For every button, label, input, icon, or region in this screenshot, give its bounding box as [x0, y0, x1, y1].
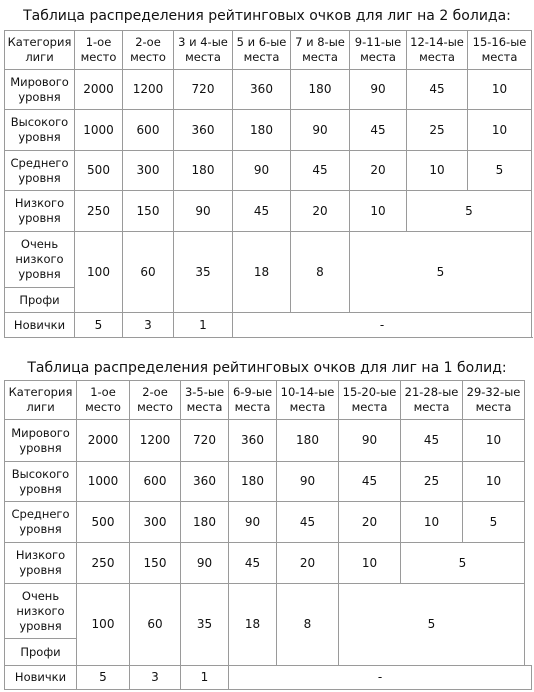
cell: 25 — [407, 110, 468, 151]
table-row — [5, 420, 532, 462]
cell: 5 — [407, 191, 532, 232]
cell: 180 — [277, 420, 339, 462]
cell: - — [233, 313, 532, 338]
header-place-10-14: 10-14-ые места — [277, 381, 339, 420]
header-place-29-32: 29-32-ые места — [463, 381, 525, 420]
cell: 8 — [277, 584, 339, 666]
cell: 5 — [468, 151, 532, 191]
header-place-9-11: 9-11-ые места — [350, 31, 407, 70]
cell: 1000 — [77, 462, 130, 502]
table2-header-row — [5, 381, 532, 420]
cell: 90 — [174, 191, 233, 232]
cell: 360 — [181, 462, 229, 502]
row-label-high: Высокого уровня — [5, 462, 77, 502]
row-label-medium: Среднего уровня — [5, 151, 75, 191]
cell: 600 — [130, 462, 181, 502]
cell: 180 — [233, 110, 291, 151]
cell: 45 — [229, 543, 277, 584]
header-place-12-14: 12-14-ые места — [407, 31, 468, 70]
row-label-world: Мирового уровня — [5, 70, 75, 110]
cell: 5 — [350, 232, 532, 313]
cell: 10 — [463, 420, 525, 462]
table-row — [5, 191, 532, 232]
table-row — [5, 70, 532, 110]
cell: 20 — [291, 191, 350, 232]
cell: 45 — [350, 110, 407, 151]
cell: 1 — [181, 666, 229, 690]
cell: 45 — [233, 191, 291, 232]
header-place-2: 2-ое место — [123, 31, 174, 70]
cell: 180 — [181, 502, 229, 543]
row-label-novice: Новички — [5, 313, 75, 338]
cell: 90 — [233, 151, 291, 191]
cell: 90 — [229, 502, 277, 543]
cell: 10 — [468, 70, 532, 110]
table-row — [5, 110, 532, 151]
cell: 8 — [291, 232, 350, 313]
header-place-7-8: 7 и 8-ые места — [291, 31, 350, 70]
cell: 90 — [350, 70, 407, 110]
cell: 300 — [123, 151, 174, 191]
row-label-world: Мирового уровня — [5, 420, 77, 462]
header-category: Категория лиги — [5, 31, 75, 70]
row-label-low: Низкого уровня — [5, 543, 77, 584]
cell: - — [229, 666, 532, 690]
table-row — [5, 151, 532, 191]
cell: 10 — [407, 151, 468, 191]
cell: 18 — [229, 584, 277, 666]
cell: 18 — [233, 232, 291, 313]
cell: 60 — [123, 232, 174, 313]
cell: 720 — [181, 420, 229, 462]
header-place-6-9: 6-9-ые места — [229, 381, 277, 420]
cell: 45 — [277, 502, 339, 543]
cell: 5 — [339, 584, 525, 666]
cell: 360 — [229, 420, 277, 462]
cell: 10 — [339, 543, 401, 584]
cell: 150 — [130, 543, 181, 584]
cell: 300 — [130, 502, 181, 543]
header-place-1: 1-ое место — [75, 31, 123, 70]
cell: 60 — [130, 584, 181, 666]
cell: 20 — [277, 543, 339, 584]
header-place-5-6: 5 и 6-ые места — [233, 31, 291, 70]
row-label-profi: Профи — [5, 288, 75, 313]
cell: 500 — [77, 502, 130, 543]
cell: 180 — [174, 151, 233, 191]
cell: 100 — [75, 232, 123, 313]
row-label-high: Высокого уровня — [5, 110, 75, 151]
header-category: Категория лиги — [5, 381, 77, 420]
cell: 180 — [291, 70, 350, 110]
cell: 1200 — [130, 420, 181, 462]
cell: 5 — [75, 313, 123, 338]
cell: 45 — [407, 70, 468, 110]
cell: 90 — [291, 110, 350, 151]
cell: 20 — [350, 151, 407, 191]
row-label-very-low: Очень низкого уровня — [5, 584, 77, 639]
table1-title: Таблица распределения рейтинговых очков для лиг на 2 болида: — [23, 8, 511, 24]
table2 — [4, 380, 532, 690]
cell: 1000 — [75, 110, 123, 151]
cell: 90 — [181, 543, 229, 584]
row-label-low: Низкого уровня — [5, 191, 75, 232]
cell: 45 — [401, 420, 463, 462]
cell: 10 — [463, 462, 525, 502]
header-place-21-28: 21-28-ые места — [401, 381, 463, 420]
cell: 10 — [468, 110, 532, 151]
cell: 10 — [350, 191, 407, 232]
header-place-2: 2-ое место — [130, 381, 181, 420]
cell: 360 — [233, 70, 291, 110]
row-label-very-low: Очень низкого уровня — [5, 232, 75, 288]
table1 — [4, 30, 532, 338]
cell: 720 — [174, 70, 233, 110]
header-place-3-5: 3-5-ые места — [181, 381, 229, 420]
cell: 25 — [401, 462, 463, 502]
table-row — [5, 584, 532, 639]
cell: 35 — [174, 232, 233, 313]
cell: 90 — [277, 462, 339, 502]
row-label-medium: Среднего уровня — [5, 502, 77, 543]
cell: 500 — [75, 151, 123, 191]
row-label-profi: Профи — [5, 639, 77, 666]
cell: 90 — [339, 420, 401, 462]
table-row — [5, 313, 532, 338]
cell: 1200 — [123, 70, 174, 110]
table2-title: Таблица распределения рейтинговых очков для лиг на 1 болид: — [27, 360, 507, 376]
cell: 600 — [123, 110, 174, 151]
cell: 3 — [130, 666, 181, 690]
header-place-1: 1-ое место — [77, 381, 130, 420]
cell: 10 — [401, 502, 463, 543]
cell: 360 — [174, 110, 233, 151]
cell: 2000 — [77, 420, 130, 462]
table-row — [5, 462, 532, 502]
table-row — [5, 543, 532, 584]
cell: 250 — [75, 191, 123, 232]
header-place-15-20: 15-20-ые места — [339, 381, 401, 420]
cell: 100 — [77, 584, 130, 666]
header-place-3-4: 3 и 4-ые места — [174, 31, 233, 70]
table1-header-row — [5, 31, 532, 70]
cell: 2000 — [75, 70, 123, 110]
cell: 1 — [174, 313, 233, 338]
cell: 5 — [77, 666, 130, 690]
cell: 45 — [339, 462, 401, 502]
cell: 180 — [229, 462, 277, 502]
cell: 5 — [463, 502, 525, 543]
table-row — [5, 502, 532, 543]
cell: 45 — [291, 151, 350, 191]
cell: 250 — [77, 543, 130, 584]
cell: 20 — [339, 502, 401, 543]
cell: 3 — [123, 313, 174, 338]
cell: 35 — [181, 584, 229, 666]
row-label-novice: Новички — [5, 666, 77, 690]
header-place-15-16: 15-16-ые места — [468, 31, 532, 70]
table-row — [5, 232, 532, 288]
table-row — [5, 666, 532, 690]
cell: 5 — [401, 543, 525, 584]
cell: 150 — [123, 191, 174, 232]
